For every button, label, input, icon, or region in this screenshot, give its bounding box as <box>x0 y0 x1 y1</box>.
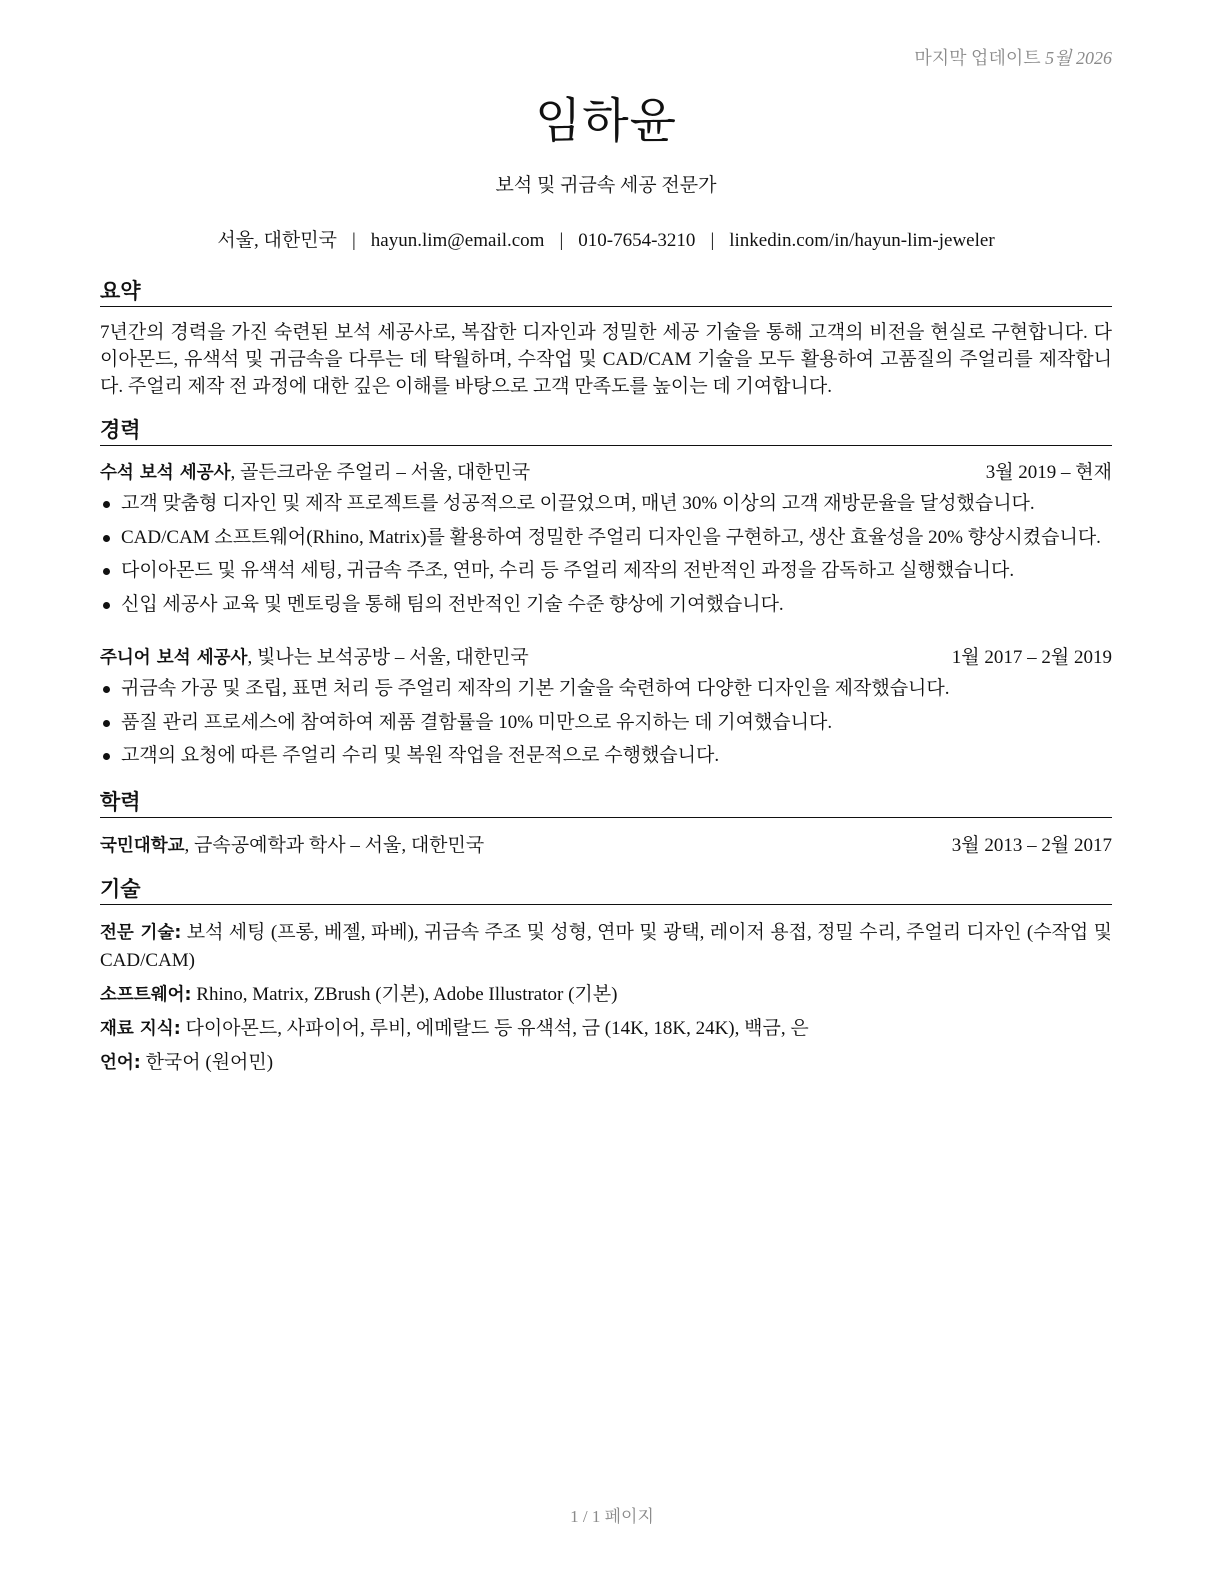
job-bullet <box>100 676 1120 710</box>
skill-label: 소프트웨어: <box>100 985 192 1005</box>
job-bullet <box>100 592 1120 626</box>
contact-email[interactable]: hayun.lim@email.com <box>370 230 545 251</box>
summary-heading: 요약 <box>100 278 1112 307</box>
bullet-text: 신입 세공사 교육 및 멘토링을 통해 팀의 전반적인 기술 수준 향상에 기여했습니다. <box>121 593 784 615</box>
job-company: , 빛나는 보석공방 – 서울, 대한민국 <box>247 647 529 668</box>
candidate-name: 임하윤 <box>534 93 678 149</box>
skill-row <box>100 1015 1112 1043</box>
last-updated-date: 5월 2026 <box>1045 48 1112 68</box>
bullet-text: 고객의 요청에 따른 주얼리 수리 및 복원 작업을 전문적으로 수행했습니다. <box>121 745 720 766</box>
skill-value: 다이아몬드, 사파이어, 루비, 에메랄드 등 유색석, 금 (14K, 18K, 24K), 백금, 은 <box>180 1018 809 1039</box>
last-updated <box>914 44 1112 70</box>
bullet-text: 귀금속 가공 및 조립, 표면 처리 등 주얼리 제작의 기본 기술을 숙련하여 다양한 디자인을 제작했습니다. <box>121 678 950 699</box>
contact-phone[interactable]: 010-7654-3210 <box>578 230 696 251</box>
bullet-text: CAD/CAM 소프트웨어(Rhino, Matrix)를 활용하여 정밀한 주얼리 디자인을 구현하고, 생산 효율성을 20% 향상시켰습니다. <box>121 526 1101 548</box>
bullet-text: 다이아몬드 및 유색석 세팅, 귀금속 주조, 연마, 수리 등 주얼리 제작의 전반적인 과정을 감독하고 실행했습니다. <box>121 560 1015 581</box>
bullet-text: 품질 관리 프로세스에 참여하여 제품 결함률을 10% 미만으로 유지하는 데 기여했습니다. <box>121 711 833 733</box>
bullet-dot-icon <box>103 602 110 609</box>
education-heading: 학력 <box>100 789 1112 818</box>
page-indicator: 1 / 1 페이지 <box>570 1507 654 1526</box>
job-entry-header <box>100 645 1112 671</box>
job-bullet <box>100 743 1120 777</box>
skill-label: 재료 지식: <box>100 1019 181 1039</box>
skill-value: 보석 세팅 (프롱, 베젤, 파베), 귀금속 주조 및 성형, 연마 및 광택, 레이저 용접, 정밀 수리, 주얼리 디자인 (수작업 및 CAD/CAM) <box>100 922 1112 971</box>
bullet-dot-icon <box>103 535 110 542</box>
job-role: 주니어 보석 세공사 <box>100 648 248 668</box>
job-entry-header <box>100 460 1112 486</box>
job-company: , 골든크라운 주얼리 – 서울, 대한민국 <box>230 462 531 483</box>
experience-heading: 경력 <box>100 417 1112 446</box>
job-role: 수석 보석 세공사 <box>100 463 231 483</box>
contact-separator: | <box>710 230 715 251</box>
contact-location: 서울, 대한민국 <box>217 230 337 251</box>
skill-value: Rhino, Matrix, ZBrush (기본), Adobe Illustrator (기본) <box>191 984 618 1005</box>
skill-row <box>100 1049 1112 1077</box>
summary-text: 7년간의 경력을 가진 숙련된 보석 세공사로, 복잡한 디자인과 정밀한 세공 기술을 통해 고객의 비전을 현실로 구현합니다. 다이아몬드, 유색석 및 귀금속을 다루는 데 탁월하며, 수작업 및 CAD/CAM 기술을 모두 활용하여 고품질의 주얼리를 제작합니다. 주얼리 제작 전 과정에 대한 깊은 이해를 바탕으로 고객 만족도를 높이는 데 기여합니다. <box>100 322 1112 397</box>
job-bullet <box>100 558 1120 592</box>
bullet-dot-icon <box>103 753 110 760</box>
professional-title: 보석 및 귀금속 세공 전문가 <box>495 175 717 196</box>
job-dates: 3월 2019 – 현재 <box>985 462 1112 483</box>
last-updated-label: 마지막 업데이트 <box>914 48 1041 68</box>
bullet-dot-icon <box>103 720 110 727</box>
bullet-text: 고객 맞춤형 디자인 및 제작 프로젝트를 성공적으로 이끌었으며, 매년 30% 이상의 고객 재방문율을 달성했습니다. <box>121 493 1035 514</box>
skill-label: 전문 기술: <box>100 923 182 943</box>
bullet-dot-icon <box>103 501 110 508</box>
job-bullet <box>100 491 1120 525</box>
job-bullet <box>100 525 1120 559</box>
skill-label: 언어: <box>100 1053 141 1073</box>
education-degree: , 금속공예학과 학사 – 서울, 대한민국 <box>184 835 485 856</box>
job-bullet-list <box>100 491 1120 625</box>
job-bullet <box>100 710 1120 744</box>
contact-separator: | <box>559 230 564 251</box>
job-bullet-list <box>100 676 1120 777</box>
bullet-dot-icon <box>103 568 110 575</box>
job-dates: 1월 2017 – 2월 2019 <box>951 647 1112 668</box>
contact-linkedin[interactable]: linkedin.com/in/hayun-lim-jeweler <box>729 230 995 251</box>
skill-value: 한국어 (원어민) <box>140 1052 274 1073</box>
bullet-dot-icon <box>103 686 110 693</box>
education-entry <box>100 833 1112 859</box>
education-school: 국민대학교 <box>100 836 185 856</box>
skills-heading: 기술 <box>100 876 1112 905</box>
contact-separator: | <box>351 230 356 251</box>
skill-row <box>100 981 1112 1009</box>
education-dates: 3월 2013 – 2월 2017 <box>951 835 1112 856</box>
contact-line <box>100 225 1112 252</box>
skill-row <box>100 919 1112 974</box>
